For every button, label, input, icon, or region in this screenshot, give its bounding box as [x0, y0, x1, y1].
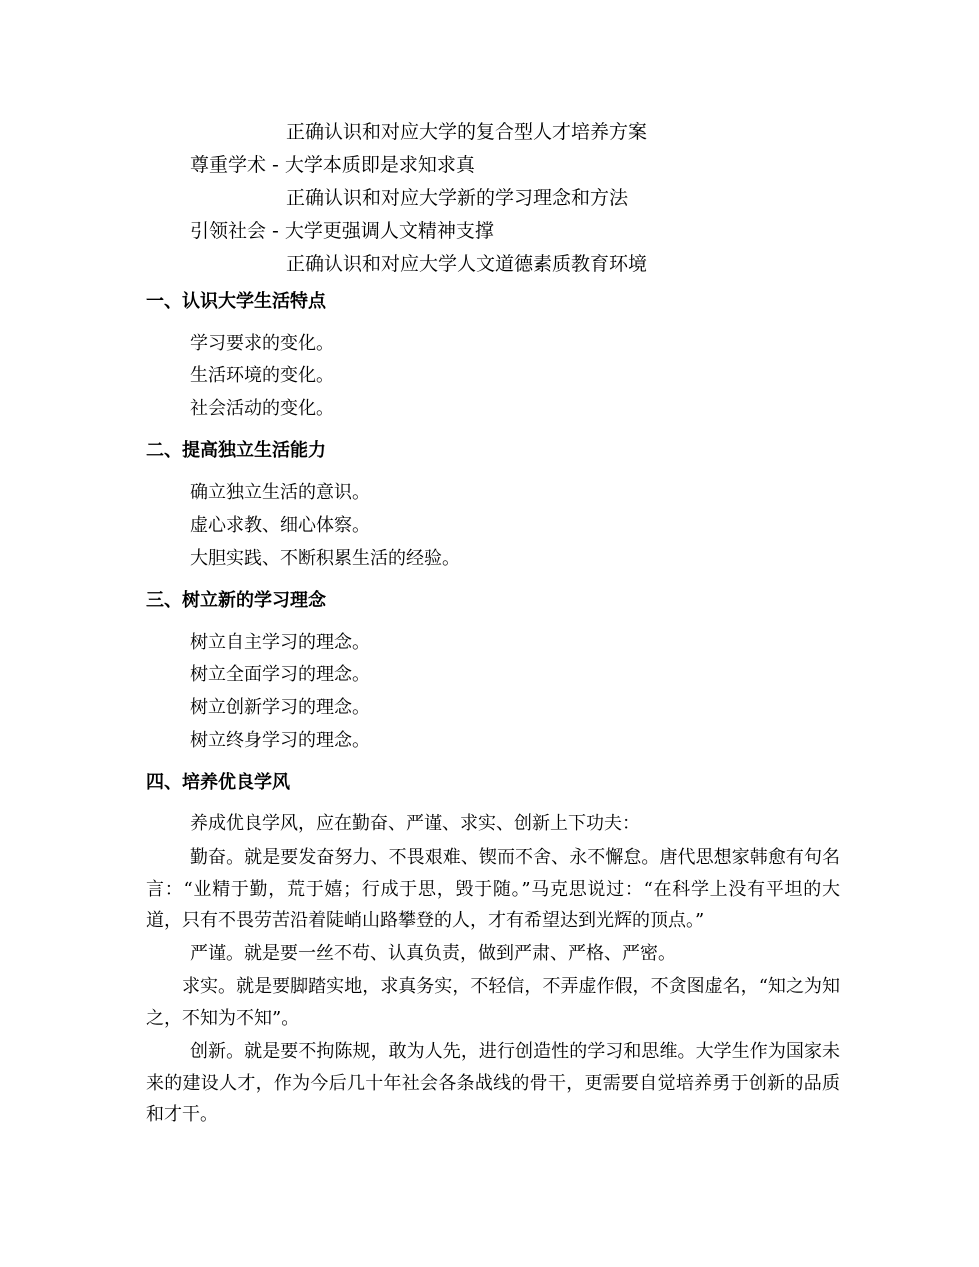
list-item: 学习要求的变化。: [190, 333, 334, 354]
section-heading: 三、树立新的学习理念: [146, 590, 326, 611]
list-item: 树立全面学习的理念。: [190, 664, 370, 685]
paragraph: 创新。就是要不拘陈规，敢为人先，进行创造性的学习和思维。大学生作为国家未来的建设人才，作为今后几十年社会各条战线的骨干，更需要自觉培养勇于创新的品质和才干。: [146, 1041, 840, 1125]
list-item: 树立自主学习的理念。: [190, 632, 370, 653]
section-heading: 一、认识大学生活特点: [146, 291, 326, 312]
top-line-5: 正确认识和对应大学人文道德素质教育环境: [286, 253, 648, 275]
list-item: 大胆实践、不断积累生活的经验。: [190, 548, 460, 569]
section-heading: 四、培养优良学风: [146, 772, 290, 793]
paragraph: 勤奋。就是要发奋努力、不畏艰难、锲而不舍、永不懈怠。唐代思想家韩愈有句名言：“业精于勤，荒于嬉；行成于思，毁于随。”马克思说过：“在科学上没有平坦的大道，只有不畏劳苦沿着陡峭山路攀登的人，才有希望达到光辉的顶点。”: [146, 847, 840, 931]
top-line-2: 尊重学术 - 大学本质即是求知求真: [190, 154, 475, 176]
paragraph: 严谨。就是要一丝不苟、认真负责，做到严肃、严格、严密。: [190, 943, 676, 964]
list-item: 生活环境的变化。: [190, 365, 334, 386]
paragraph: 养成优良学风，应在勤奋、严谨、求实、创新上下功夫：: [190, 813, 640, 834]
list-item: 社会活动的变化。: [190, 398, 334, 419]
paragraph: 求实。就是要脚踏实地，求真务实，不轻信，不弄虚作假，不贪图虚名，“知之为知之，不知为不知”。: [146, 976, 840, 1029]
top-line-4: 引领社会 - 大学更强调人文精神支撑: [190, 220, 494, 242]
section-heading: 二、提高独立生活能力: [146, 440, 326, 461]
list-item: 树立终身学习的理念。: [190, 730, 370, 751]
top-line-1: 正确认识和对应大学的复合型人才培养方案: [286, 121, 648, 143]
list-item: 虚心求教、细心体察。: [190, 515, 370, 536]
top-line-3: 正确认识和对应大学新的学习理念和方法: [286, 187, 629, 209]
list-item: 树立创新学习的理念。: [190, 697, 370, 718]
list-item: 确立独立生活的意识。: [190, 482, 370, 503]
